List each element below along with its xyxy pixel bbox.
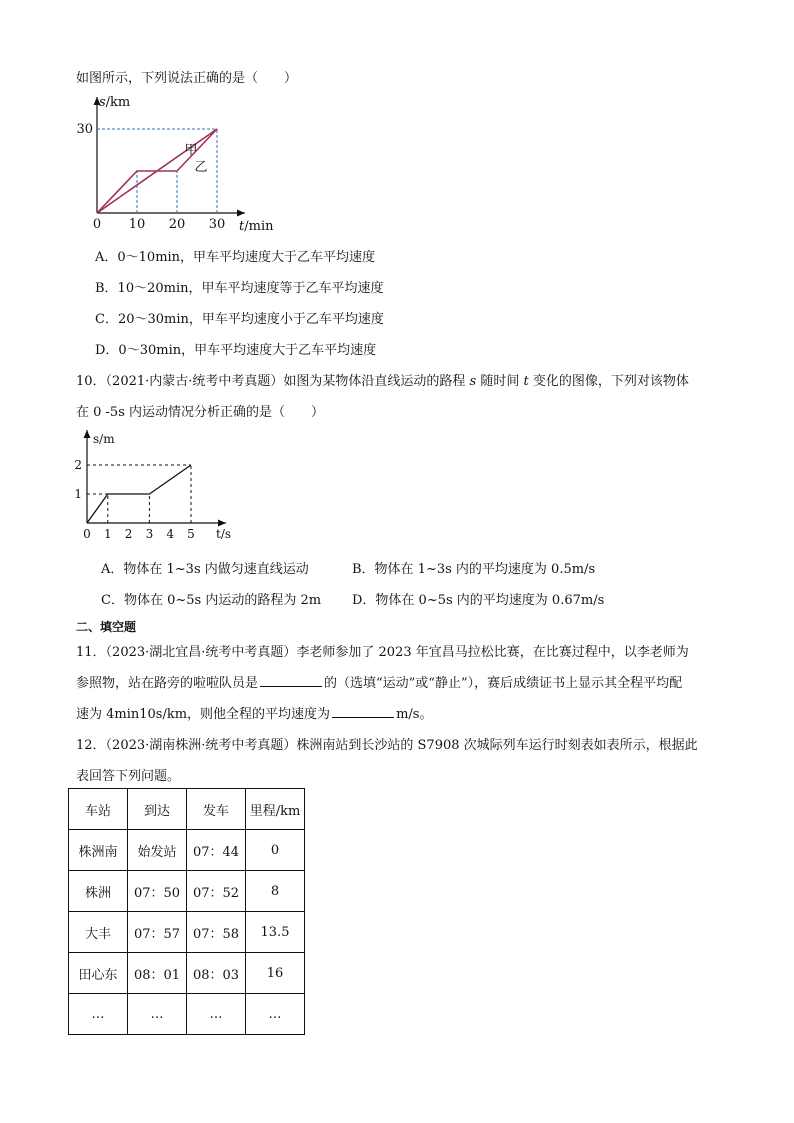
table-row: [69, 953, 305, 994]
x-axis-label: t/min: [239, 219, 274, 234]
q10-option-c[interactable]: C．物体在 0~5s 内运动的路程为 2m: [101, 593, 322, 608]
table-cell: 0: [246, 830, 305, 871]
y-axis-arrow-icon: [84, 430, 91, 438]
q10-option-a[interactable]: A．物体在 1~3s 内做匀速直线运动: [101, 562, 309, 577]
table-cell: 株洲南: [69, 830, 128, 871]
q9-option-a[interactable]: A．0～10min，甲车平均速度大于乙车平均速度: [95, 250, 376, 265]
q11-line3-a: 速为 4min10s/km，则他全程的平均速度为: [76, 707, 331, 722]
x-tick-label: 0: [92, 217, 102, 232]
series-label-jia: 甲: [184, 143, 198, 159]
table-cell: …: [69, 994, 128, 1035]
section-title-fill-blank: 二、填空题: [76, 620, 137, 634]
table-cell: 8: [246, 871, 305, 912]
q9-option-b[interactable]: B．10～20min，甲车平均速度等于乙车平均速度: [95, 281, 384, 296]
q11-line2-a: 参照物，站在路旁的啦啦队员是: [76, 676, 259, 691]
x-tick-label: 10: [128, 217, 146, 232]
q10-var-s: s: [469, 374, 477, 389]
x-tick-label: 30: [208, 217, 226, 232]
x-tick-label: 4: [166, 527, 175, 541]
x-tick-label: 2: [124, 527, 133, 541]
q10-option-b[interactable]: B．物体在 1~3s 内的平均速度为 0.5m/s: [352, 562, 596, 577]
q10-option-d[interactable]: D．物体在 0~5s 内的平均速度为 0.67m/s: [352, 593, 605, 608]
table-cell: 16: [246, 953, 305, 994]
q10-stem-line2: 在 0 -5s 内运动情况分析正确的是（ ）: [76, 405, 325, 420]
q11-line3-b: m/s。: [396, 707, 433, 722]
x-tick-label: 0: [83, 527, 91, 541]
x-axis-arrow-icon: [237, 210, 245, 217]
table-cell: …: [128, 994, 187, 1035]
q10-stem-part1: 10．（2021·内蒙古·统考中考真题）如图为某物体沿直线运动的路程: [76, 374, 466, 389]
q10-var-t: t: [523, 374, 529, 389]
series-line: [87, 465, 191, 523]
x-axis-label: t/s: [216, 527, 232, 541]
y-tick-label: 30: [76, 122, 93, 137]
table-cell: 08：01: [128, 953, 187, 994]
q9-option-c[interactable]: C．20～30min，甲车平均速度小于乙车平均速度: [95, 312, 384, 327]
x-tick-label: 1: [103, 527, 112, 541]
table-row: [69, 994, 305, 1035]
y-tick-label: 1: [74, 487, 82, 501]
x-axis-arrow-icon: [218, 520, 226, 527]
y-axis-label: s/km: [99, 95, 131, 110]
q12-line2: 表回答下列问题。: [76, 769, 181, 784]
table-cell: …: [187, 994, 246, 1035]
q9-option-d[interactable]: D．0～30min，甲车平均速度大于乙车平均速度: [95, 343, 377, 358]
q11-blank-1[interactable]: [260, 674, 322, 687]
q11-line2: [76, 672, 682, 691]
table-cell: 07：58: [187, 912, 246, 953]
table-row: [69, 912, 305, 953]
table-cell: 08：03: [187, 953, 246, 994]
y-tick-label: 2: [74, 458, 82, 472]
table-row: [69, 871, 305, 912]
table-cell: 13.5: [246, 912, 305, 953]
table-cell: 始发站: [128, 830, 187, 871]
timetable-header-cell: 到达: [128, 789, 187, 830]
table-cell: 07：52: [187, 871, 246, 912]
table-row: [69, 830, 305, 871]
timetable-header-cell: 里程/km: [246, 789, 305, 830]
q11-blank-2[interactable]: [332, 705, 394, 718]
timetable-header-row: [69, 789, 305, 830]
q10-stem-part3: 变化的图像，下列对该物体: [532, 374, 689, 389]
q11-line2-b: 的（选填“运动”或“静止”），赛后成绩证书上显示其全程平均配: [324, 676, 683, 691]
table-cell: 株洲: [69, 871, 128, 912]
table-cell: 07：44: [187, 830, 246, 871]
q11-line1: 11．（2023·湖北宜昌·统考中考真题）李老师参加了 2023 年宜昌马拉松比赛，在比赛过程中，以李老师为: [76, 645, 689, 660]
y-axis-label: s/m: [93, 432, 115, 446]
table-cell: 大丰: [69, 912, 128, 953]
chart-distance-time-2: [70, 425, 250, 545]
chart-distance-time-1: [70, 90, 290, 240]
q10-stem-line1: [76, 370, 689, 389]
q11-line3: [76, 703, 432, 722]
x-tick-label: 20: [168, 217, 186, 232]
x-tick-label: 3: [145, 527, 154, 541]
table-cell: …: [246, 994, 305, 1035]
series-label-yi: 乙: [194, 160, 208, 175]
q12-line1: 12．（2023·湖南株洲·统考中考真题）株洲南站到长沙站的 S7908 次城际列车运行时刻表如表所示，根据此: [76, 738, 698, 753]
q9-stem: 如图所示，下列说法正确的是（ ）: [76, 71, 298, 86]
q10-stem-part2: 随时间: [480, 374, 520, 389]
table-cell: 田心东: [69, 953, 128, 994]
timetable-header-cell: 车站: [69, 789, 128, 830]
x-tick-label: 5: [187, 527, 195, 541]
timetable: [68, 788, 305, 1035]
table-cell: 07：50: [128, 871, 187, 912]
table-cell: 07：57: [128, 912, 187, 953]
timetable-header-cell: 发车: [187, 789, 246, 830]
